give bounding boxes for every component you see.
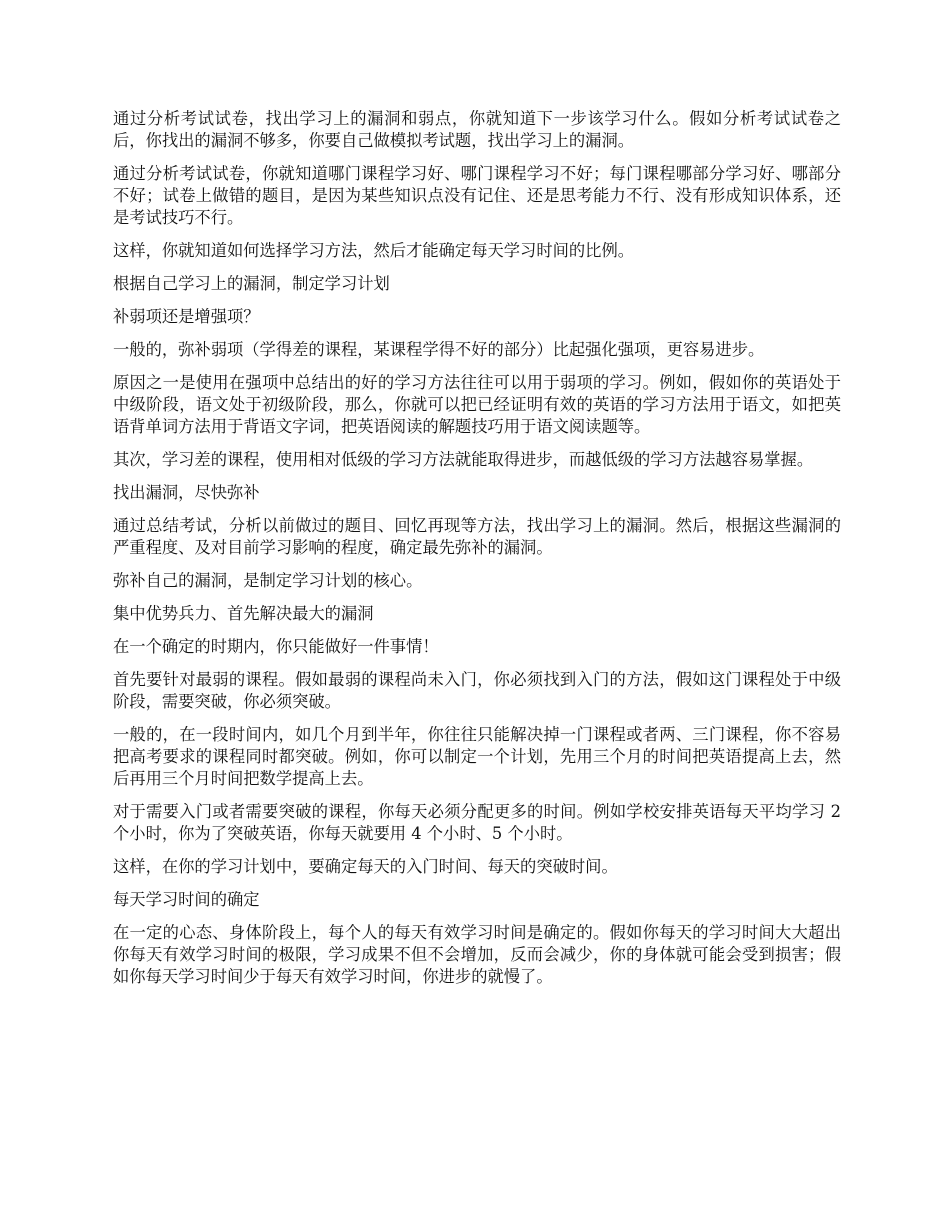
paragraph-11: 弥补自己的漏洞，是制定学习计划的核心。 (113, 571, 423, 590)
section-heading-daily-time: 每天学习时间的确定 (113, 890, 260, 909)
paragraph-3: 这样，你就知道如何选择学习方法，然后才能确定每天学习时间的比例。 (113, 241, 635, 260)
section-heading-weak-or-strong: 补弱项还是增强项？ (113, 307, 260, 326)
paragraph-2: 通过分析考试试卷，你就知道哪门课程学习好、哪门课程学习不好；每门课程哪部分学习好、哪部分不好；试卷上做错的题目，是因为某些知识点没有记住、还是思考能力不行、没有形成知识体系，还是考试技巧不行。 (113, 164, 841, 227)
section-heading-focus: 集中优势兵力、首先解决最大的漏洞 (113, 604, 374, 623)
paragraph-7: 原因之一是使用在强项中总结出的好的学习方法往往可以用于弱项的学习。例如，假如你的英语处于中级阶段，语文处于初级阶段，那么，你就可以把已经证明有效的英语的学习方法用于语文，如把英语背单词方法用于背语文字词，把英语阅读的解题技巧用于语文阅读题等。 (113, 373, 841, 436)
document-page (113, 108, 841, 988)
section-heading-study-plan: 根据自己学习上的漏洞，制定学习计划 (113, 274, 390, 293)
paragraph-13: 在一个确定的时期内，你只能做好一件事情！ (113, 637, 439, 656)
section-heading-find-gaps: 找出漏洞，尽快弥补 (113, 483, 260, 502)
paragraph-6: 一般的，弥补弱项（学得差的课程，某课程学得不好的部分）比起强化强项，更容易进步。 (113, 340, 765, 359)
paragraph-1: 通过分析考试试卷，找出学习上的漏洞和弱点，你就知道下一步该学习什么。假如分析考试试卷之后，你找出的漏洞不够多，你要自己做模拟考试题，找出学习上的漏洞。 (113, 109, 841, 150)
paragraph-10: 通过总结考试，分析以前做过的题目、回忆再现等方法，找出学习上的漏洞。然后，根据这些漏洞的严重程度、及对目前学习影响的程度，确定最先弥补的漏洞。 (113, 516, 841, 557)
paragraph-15: 一般的，在一段时间内，如几个月到半年，你往往只能解决掉一门课程或者两、三门课程，你不容易把高考要求的课程同时都突破。例如，你可以制定一个计划，先用三个月的时间把英语提高上去，然后再用三个月时间把数学提高上去。 (113, 725, 841, 788)
paragraph-14: 首先要针对最弱的课程。假如最弱的课程尚未入门，你必须找到入门的方法，假如这门课程处于中级阶段，需要突破，你必须突破。 (113, 670, 841, 711)
paragraph-16: 对于需要入门或者需要突破的课程，你每天必须分配更多的时间。例如学校安排英语每天平均学习 2 个小时，你为了突破英语，你每天就要用 4 个小时、5 个小时。 (113, 802, 841, 843)
paragraph-19: 在一定的心态、身体阶段上，每个人的每天有效学习时间是确定的。假如你每天的学习时间大大超出你每天有效学习时间的极限，学习成果不但不会增加，反而会减少，你的身体就可能会受到损害；假如你每天学习时间少于每天有效学习时间，你进步的就慢了。 (113, 923, 841, 986)
paragraph-17: 这样，在你的学习计划中，要确定每天的入门时间、每天的突破时间。 (113, 857, 618, 876)
paragraph-8: 其次，学习差的课程，使用相对低级的学习方法就能取得进步，而越低级的学习方法越容易掌握。 (113, 450, 814, 469)
